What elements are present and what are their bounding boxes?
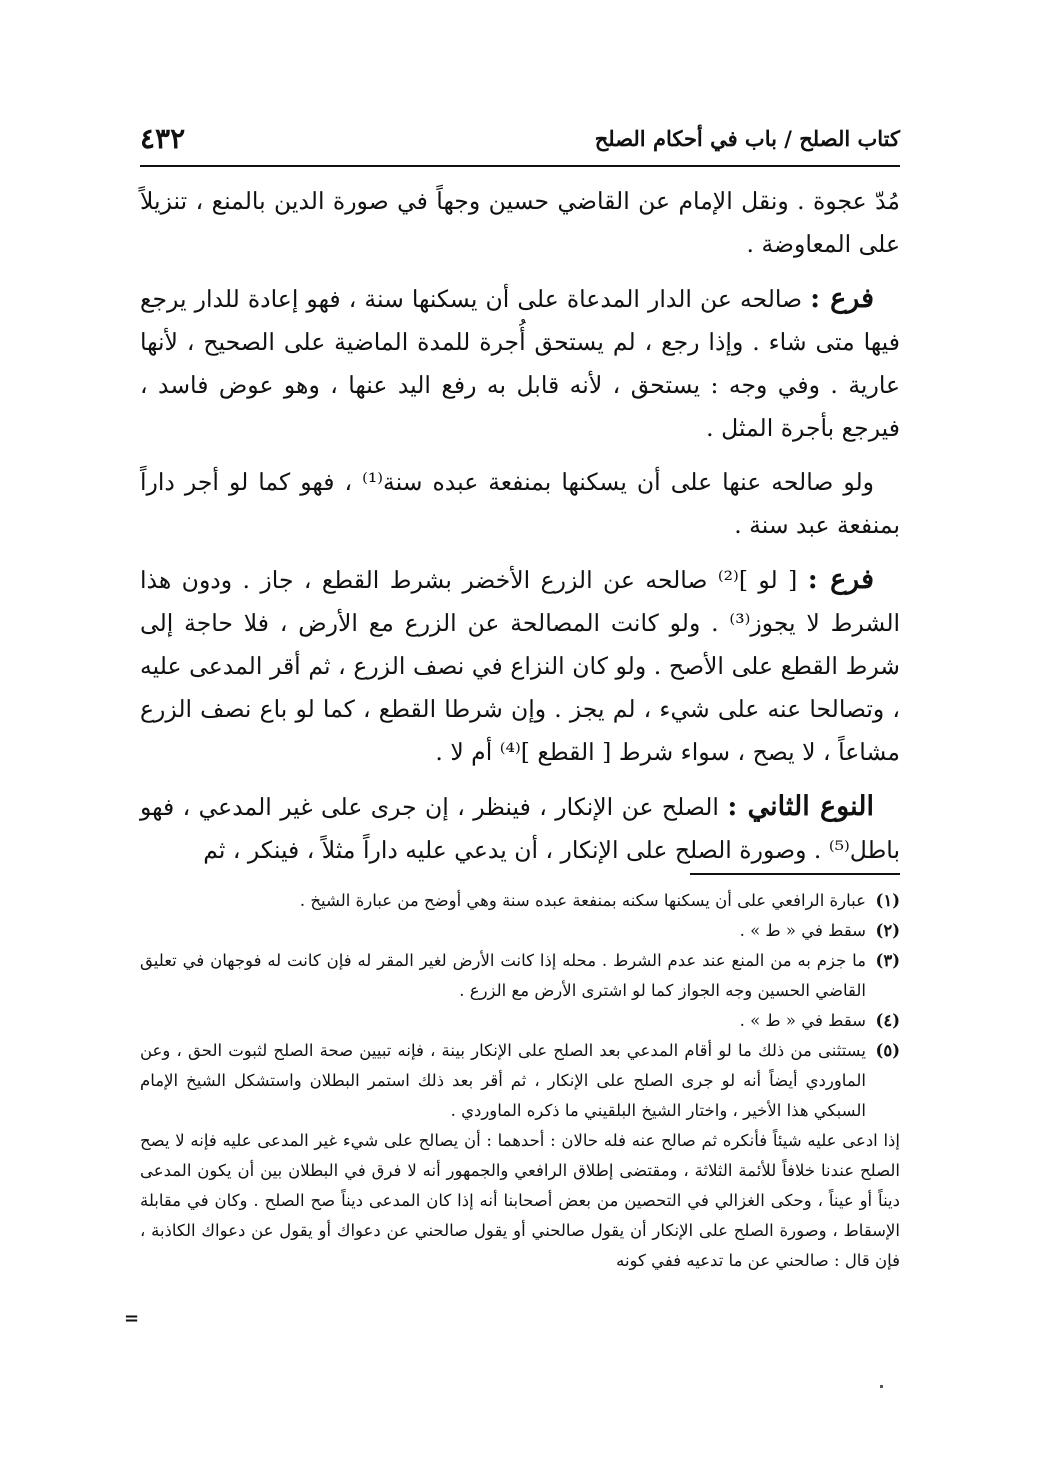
paragraph-text: صالحه عن الدار المدعاة على أن يسكنها سنة ، فهو إعادة للدار يرجع فيها متى شاء . وإذا رجع ، لم يستحق أُجرة للمدة الماضية على الصحيح ، لأنها عارية . وفي وجه : يستحق ، لأنه قابل به رفع اليد عنها ، وهو عوض فاسد ، فيرجع بأجرة المثل . [140, 285, 900, 442]
header-divider [140, 165, 900, 167]
footnote-number: (٣) [875, 951, 900, 970]
paragraph-5 [140, 785, 900, 872]
footnote-text: سقط في « ط » . [739, 1011, 866, 1030]
footnote-number: (٤) [875, 1011, 900, 1030]
footnote-text: سقط في « ط » . [739, 921, 866, 940]
footnote [140, 946, 900, 1006]
page-number: ٤٣٢ [140, 122, 186, 155]
paragraph-3: ولو صالحه عنها على أن يسكنها بمنفعة عبده سنة⁽¹⁾ ، فهو كما لو أجر داراً بمنفعة عبد سنة . [140, 468, 900, 539]
footnote [140, 1006, 900, 1036]
paragraph-text: [ لو ]⁽²⁾ صالحه عن الزرع الأخضر بشرط القطع ، جاز . ودون هذا الشرط لا يجوز⁽³⁾ . ولو كانت المصالحة عن الزرع مع الأرض ، فلا حاجة إلى شرط القطع على الأصح . ولو كان النزاع في نصف الزرع ، ثم أقر المدعى عليه ، وتصالحا عنه على شيء ، لم يجز . وإن شرطا القطع ، كما لو باع نصف الزرع مشاعاً ، لا يصح ، سواء شرط [ القطع ]⁽⁴⁾ أم لا . [140, 566, 901, 766]
footnote [140, 1036, 900, 1126]
footnote-text: يستثنى من ذلك ما لو أقام المدعي بعد الصلح على الإنكار بينة ، فإنه تبيين صحة الصلح لثبوت الحق ، وعن الماوردي أيضاً أنه لو جرى الصلح على الإنكار ، ثم أقر بعد ذلك استمر البطلان واستشكل الشيخ الإمام السبكي هذا الأخير ، واختار الشيخ البلقيني ما ذكره الماوردي . [140, 1041, 866, 1120]
footnote-text: عبارة الرافعي على أن يسكنها سكنه بمنفعة عبده سنة وهي أوضح من عبارة الشيخ . [299, 891, 866, 910]
footnote-number: (١) [875, 891, 900, 910]
section-lead: فرع : [807, 564, 874, 595]
section-lead: النوع الثاني : [727, 791, 874, 822]
footnote-divider [690, 873, 900, 875]
paragraph-1: مُدّ عجوة . ونقل الإمام عن القاضي حسين وجهاً في صورة الدين بالمنع ، تنزيلاً على المعاوضة . [140, 187, 900, 258]
footnote-continuation [140, 1126, 900, 1276]
scan-dot [880, 1385, 883, 1388]
footnotes [140, 886, 900, 1276]
footnote-number: (٥) [875, 1041, 900, 1060]
paragraph-4 [140, 558, 900, 774]
footnote [140, 916, 900, 946]
running-title: كتاب الصلح / باب في أحكام الصلح [594, 126, 900, 151]
main-text [140, 180, 900, 883]
paragraph-text: الصلح عن الإنكار ، فينظر ، إن جرى على غير المدعي ، فهو باطل⁽⁵⁾ . وصورة الصلح على الإنكار ، أن يدعي عليه داراً مثلاً ، فينكر ، ثم [140, 793, 900, 864]
footnote-text: ما جزم به من المنع عند عدم الشرط . محله إذا كانت الأرض لغير المقر له فإن كانت له فوجهان في تعليق القاضي الحسين وجه الجواز كما لو اشترى الأرض مع الزرع . [140, 951, 866, 1000]
section-lead: فرع : [810, 283, 875, 314]
footnote [140, 886, 900, 916]
continuation-mark: = [124, 1308, 140, 1329]
footnote-number: (٢) [875, 921, 900, 940]
page-header [140, 122, 900, 162]
paragraph-2 [140, 277, 900, 450]
footnote-text: إذا ادعى عليه شيئاً فأنكره ثم صالح عنه فله حالان : أحدهما : أن يصالح على شيء غير المدعى عليه فإنه لا يصح الصلح عندنا خلافاً للأئمة الثلاثة ، ومقتضى إطلاق الرافعي والجمهور أنه لا فرق في البطلان بين أن يكون المدعى ديناً أو عيناً ، وحكى الغزالي في التحصين من بعض أصحابنا أنه إذا كان المدعى ديناً صح الصلح . وكان في مقابلة الإسقاط ، وصورة الصلح على الإنكار أن يقول صالحني أو يقول صالحني عن دعواك أو يقول عن دعواك الكاذبة ، فإن قال : صالحني عن ما تدعيه ففي كونه [140, 1131, 900, 1270]
